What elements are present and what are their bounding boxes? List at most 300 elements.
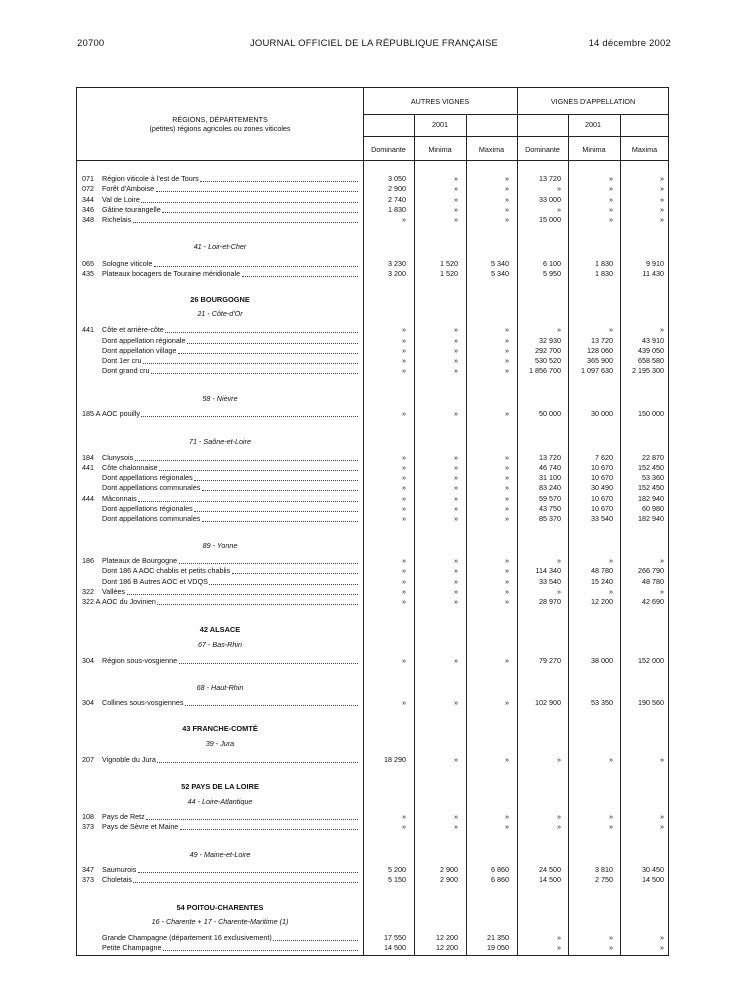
row-label: Dont 186 A AOC chablis et petits chablis xyxy=(102,566,231,575)
table-cell: » xyxy=(402,566,406,575)
table-cell: 30 490 xyxy=(591,483,613,492)
table-cell: » xyxy=(505,514,509,523)
table-cell: » xyxy=(454,184,458,193)
table-cell: » xyxy=(505,463,509,472)
section-heading: 54 POITOU-CHARENTES xyxy=(176,903,264,912)
table-cell: » xyxy=(505,336,509,345)
table-cell: » xyxy=(402,463,406,472)
table-cell: 1 520 xyxy=(440,269,458,278)
table-cell: 5 340 xyxy=(491,269,509,278)
row-label: AOC du Jovinien xyxy=(102,597,156,606)
leader-dots xyxy=(209,584,358,585)
row-label: Gâtine tourangelle xyxy=(102,205,161,214)
table-cell: 50 000 xyxy=(539,409,561,418)
table-cell: » xyxy=(402,473,406,482)
table-cell: » xyxy=(505,325,509,334)
table-cell: 2 900 xyxy=(440,865,458,874)
leader-dots xyxy=(157,762,358,763)
table-cell: » xyxy=(557,812,561,821)
header-rule xyxy=(76,160,669,161)
table-cell: 2 195 300 xyxy=(632,366,664,375)
table-cell: » xyxy=(609,933,613,942)
table-cell: » xyxy=(660,812,664,821)
leader-dots xyxy=(133,882,358,883)
table-cell: 14 500 xyxy=(642,875,664,884)
row-code: 373 xyxy=(82,875,94,884)
table-cell: 43 750 xyxy=(539,504,561,513)
table-cell: » xyxy=(402,346,406,355)
subsection-heading: 39 - Jura xyxy=(205,739,235,748)
row-label: Clunysois xyxy=(102,453,134,462)
col-header: Minima xyxy=(428,145,452,154)
table-cell: 46 740 xyxy=(539,463,561,472)
year-autres: 2001 xyxy=(432,120,448,129)
table-cell: 10 670 xyxy=(591,463,613,472)
table-cell: » xyxy=(609,556,613,565)
row-label: Richelais xyxy=(102,215,132,224)
table-cell: » xyxy=(505,656,509,665)
row-code: 065 xyxy=(82,259,94,268)
table-cell: » xyxy=(402,409,406,418)
subsection-heading: 49 - Maine-et-Loire xyxy=(189,850,251,859)
table-cell: » xyxy=(454,812,458,821)
table-row-label xyxy=(82,494,137,503)
table-cell: 150 000 xyxy=(638,409,664,418)
table-cell: » xyxy=(402,587,406,596)
leader-dots xyxy=(133,222,358,223)
table-cell: 53 360 xyxy=(642,473,664,482)
table-cell: » xyxy=(402,597,406,606)
table-cell: » xyxy=(454,514,458,523)
table-cell: 182 940 xyxy=(638,494,664,503)
row-label: Vallées xyxy=(102,587,126,596)
table-cell: 79 270 xyxy=(539,656,561,665)
table-cell: » xyxy=(454,483,458,492)
table-cell: 3 810 xyxy=(595,865,613,874)
table-row-label xyxy=(82,184,154,193)
table-cell: » xyxy=(557,822,561,831)
col-header: Maxima xyxy=(631,145,658,154)
row-label: Dont appellations régionales xyxy=(102,504,193,513)
table-row-label xyxy=(82,943,162,952)
year-appellation: 2001 xyxy=(585,120,601,129)
table-cell: 102 900 xyxy=(535,698,561,707)
table-cell: » xyxy=(557,587,561,596)
table-cell: » xyxy=(505,504,509,513)
table-cell: » xyxy=(402,356,406,365)
group-vignes-appellation: VIGNES D'APPELLATION xyxy=(550,97,636,106)
table-cell: » xyxy=(505,453,509,462)
region-column-subtitle: (petites) régions agricoles ou zones viticoles xyxy=(149,124,291,133)
section-heading: 26 BOURGOGNE xyxy=(190,295,250,304)
table-cell: » xyxy=(454,356,458,365)
table-row-label xyxy=(82,366,150,375)
table-cell: » xyxy=(505,205,509,214)
leader-dots xyxy=(273,940,358,941)
table-cell: » xyxy=(505,494,509,503)
table-cell: » xyxy=(402,698,406,707)
leader-dots xyxy=(138,501,358,502)
table-cell: » xyxy=(505,473,509,482)
page-date: 14 décembre 2002 xyxy=(588,38,671,49)
table-cell: » xyxy=(454,463,458,472)
table-cell: » xyxy=(454,346,458,355)
table-cell: » xyxy=(557,556,561,565)
leader-dots xyxy=(194,511,358,512)
table-cell: 19 050 xyxy=(487,943,509,952)
table-cell: » xyxy=(505,556,509,565)
table-cell: » xyxy=(660,215,664,224)
row-label: Vignoble du Jura xyxy=(102,755,156,764)
table-cell: » xyxy=(454,174,458,183)
table-cell: 152 450 xyxy=(638,463,664,472)
table-cell: 2 740 xyxy=(388,195,406,204)
row-label: Sologne viticole xyxy=(102,259,153,268)
table-row-label xyxy=(82,504,193,513)
col-header: Minima xyxy=(582,145,606,154)
table-cell: » xyxy=(402,494,406,503)
table-cell: » xyxy=(609,587,613,596)
table-cell: 6 860 xyxy=(491,865,509,874)
table-cell: 3 200 xyxy=(388,269,406,278)
row-code: 348 xyxy=(82,215,94,224)
table-cell: 5 340 xyxy=(491,259,509,268)
row-label: Dont appellation régionale xyxy=(102,336,186,345)
table-cell: 5 950 xyxy=(543,269,561,278)
table-cell: 48 780 xyxy=(591,566,613,575)
table-cell: 292 700 xyxy=(535,346,561,355)
leader-dots xyxy=(135,460,358,461)
table-row-label xyxy=(82,556,177,565)
table-cell: 13 720 xyxy=(591,336,613,345)
row-label: Dont appellations communales xyxy=(102,514,201,523)
row-label: Val de Loire xyxy=(102,195,140,204)
table-cell: » xyxy=(454,698,458,707)
row-label: Région viticole à l'est de Tours xyxy=(102,174,199,183)
table-cell: » xyxy=(505,577,509,586)
row-label: Dont grand cru xyxy=(102,366,150,375)
leader-dots xyxy=(163,950,358,951)
table-cell: 1 520 xyxy=(440,259,458,268)
table-cell: » xyxy=(402,556,406,565)
table-cell: 30 000 xyxy=(591,409,613,418)
table-cell: » xyxy=(454,566,458,575)
row-label: Collines sous-vosgiennes xyxy=(102,698,184,707)
table-cell: » xyxy=(660,195,664,204)
leader-dots xyxy=(232,573,358,574)
table-cell: 18 290 xyxy=(384,755,406,764)
table-cell: » xyxy=(505,597,509,606)
table-row-label xyxy=(82,514,200,523)
subsection-heading: 16 - Charente + 17 - Charente-Maritime (1) xyxy=(151,917,289,926)
section-heading: 42 ALSACE xyxy=(199,625,241,634)
table-cell: » xyxy=(454,409,458,418)
leader-dots xyxy=(138,872,358,873)
table-cell: 43 910 xyxy=(642,336,664,345)
col-header: Dominante xyxy=(371,145,406,154)
table-cell: 31 100 xyxy=(539,473,561,482)
table-cell: » xyxy=(454,597,458,606)
table-cell: 266 790 xyxy=(638,566,664,575)
table-cell: 14 500 xyxy=(384,943,406,952)
table-cell: 658 580 xyxy=(638,356,664,365)
table-row-label xyxy=(82,656,177,665)
table-cell: » xyxy=(557,325,561,334)
row-label: Choletais xyxy=(102,875,132,884)
col-header: Dominante xyxy=(525,145,560,154)
table-cell: » xyxy=(505,822,509,831)
table-cell: 10 670 xyxy=(591,473,613,482)
table-cell: » xyxy=(454,556,458,565)
table-cell: » xyxy=(505,195,509,204)
table-cell: 5 200 xyxy=(388,865,406,874)
table-cell: » xyxy=(402,453,406,462)
table-cell: » xyxy=(660,587,664,596)
table-row-label xyxy=(82,356,142,365)
table-row-label xyxy=(82,812,145,821)
leader-dots xyxy=(202,521,358,522)
table-row-label xyxy=(82,325,164,334)
table-cell: » xyxy=(402,215,406,224)
row-code: 304 xyxy=(82,656,94,665)
table-cell: 12 200 xyxy=(591,597,613,606)
table-row-label xyxy=(82,336,186,345)
subsection-heading: 58 - Nièvre xyxy=(202,394,238,403)
table-cell: » xyxy=(402,577,406,586)
table-cell: » xyxy=(660,943,664,952)
row-label: Mâconnais xyxy=(102,494,137,503)
table-cell: 2 900 xyxy=(388,184,406,193)
table-cell: » xyxy=(609,174,613,183)
subsection-heading: 67 - Bas-Rhin xyxy=(198,640,242,649)
table-cell: » xyxy=(402,514,406,523)
row-label: Dont appellations communales xyxy=(102,483,201,492)
table-cell: 190 560 xyxy=(638,698,664,707)
row-label: Forêt d'Amboise xyxy=(102,184,155,193)
table-cell: 17 550 xyxy=(384,933,406,942)
table-cell: » xyxy=(454,453,458,462)
table-cell: 30 450 xyxy=(642,865,664,874)
row-code: 207 xyxy=(82,755,94,764)
table-cell: 15 000 xyxy=(539,215,561,224)
table-row-label xyxy=(82,483,200,492)
row-code: 435 xyxy=(82,269,94,278)
table-cell: 152 000 xyxy=(638,656,664,665)
leader-dots xyxy=(179,563,358,564)
table-row-label xyxy=(82,597,156,606)
table-cell: » xyxy=(609,325,613,334)
table-cell: » xyxy=(454,577,458,586)
table-cell: 32 930 xyxy=(539,336,561,345)
table-cell: 10 670 xyxy=(591,494,613,503)
table-cell: » xyxy=(402,483,406,492)
table-cell: » xyxy=(609,755,613,764)
leader-dots xyxy=(157,604,358,605)
table-cell: 59 570 xyxy=(539,494,561,503)
table-cell: 14 500 xyxy=(539,875,561,884)
table-cell: 182 940 xyxy=(638,514,664,523)
table-cell: » xyxy=(505,587,509,596)
table-cell: » xyxy=(505,215,509,224)
table-cell: » xyxy=(454,366,458,375)
table-row-label xyxy=(82,933,272,942)
row-label: Plateaux de Bourgogne xyxy=(102,556,178,565)
table-cell: 60 980 xyxy=(642,504,664,513)
table-cell: » xyxy=(609,822,613,831)
table-cell: » xyxy=(402,336,406,345)
row-label: Pays de Retz xyxy=(102,812,145,821)
table-cell: 114 340 xyxy=(535,566,561,575)
leader-dots xyxy=(154,266,358,267)
table-cell: 2 750 xyxy=(595,875,613,884)
group-autres-vignes: AUTRES VIGNES xyxy=(410,97,470,106)
section-heading: 43 FRANCHE-COMTÉ xyxy=(182,724,258,733)
leader-dots xyxy=(151,373,358,374)
table-cell: » xyxy=(609,195,613,204)
table-cell: » xyxy=(454,205,458,214)
table-cell: » xyxy=(402,504,406,513)
table-cell: 5 150 xyxy=(388,875,406,884)
table-cell: 2 900 xyxy=(440,875,458,884)
table-cell: » xyxy=(660,755,664,764)
table-row-label xyxy=(82,587,125,596)
table-cell: 13 720 xyxy=(539,174,561,183)
row-code: 185 A xyxy=(82,409,101,418)
table-cell: 15 240 xyxy=(591,577,613,586)
table-cell: » xyxy=(454,336,458,345)
table-cell: » xyxy=(660,205,664,214)
table-cell: 11 430 xyxy=(642,269,664,278)
leader-dots xyxy=(202,490,358,491)
table-cell: 530 520 xyxy=(535,356,561,365)
table-cell: 33 540 xyxy=(591,514,613,523)
leader-dots xyxy=(143,363,358,364)
table-row-label xyxy=(82,269,240,278)
table-cell: 21 350 xyxy=(487,933,509,942)
page-number: 20700 xyxy=(77,38,105,49)
row-code: 186 xyxy=(82,556,94,565)
row-code: 344 xyxy=(82,195,94,204)
table-cell: 42 690 xyxy=(642,597,664,606)
table-cell: » xyxy=(454,587,458,596)
table-cell: » xyxy=(505,755,509,764)
row-label: Dont 1er cru xyxy=(102,356,142,365)
table-cell: 33 540 xyxy=(539,577,561,586)
table-cell: » xyxy=(454,755,458,764)
table-cell: » xyxy=(660,184,664,193)
table-cell: » xyxy=(402,812,406,821)
table-cell: 13 720 xyxy=(539,453,561,462)
table-cell: » xyxy=(402,822,406,831)
table-row-label xyxy=(82,174,199,183)
table-cell: » xyxy=(557,933,561,942)
leader-dots xyxy=(194,480,358,481)
row-label: Dont 186 B Autres AOC et VDQS xyxy=(102,577,208,586)
leader-dots xyxy=(200,181,358,182)
row-label: Région sous-vosgienne xyxy=(102,656,178,665)
table-cell: » xyxy=(505,184,509,193)
table-cell: » xyxy=(557,755,561,764)
table-row-label xyxy=(82,698,184,707)
row-code: 304 xyxy=(82,698,94,707)
table-cell: » xyxy=(660,822,664,831)
row-code: 108 xyxy=(82,812,94,821)
row-label: Plateaux bocagers de Touraine méridionale xyxy=(102,269,241,278)
journal-title: JOURNAL OFFICIEL DE LA RÉPUBLIQUE FRANÇAISE xyxy=(249,38,499,49)
row-label: Pays de Sèvre et Maine xyxy=(102,822,179,831)
table-cell: » xyxy=(505,483,509,492)
table-cell: 12 200 xyxy=(436,943,458,952)
table-row-label xyxy=(82,473,193,482)
table-cell: » xyxy=(609,184,613,193)
row-label: Côte et arrière-côte xyxy=(102,325,164,334)
row-label: Grande Champagne (département 16 exclusivement) xyxy=(102,933,272,942)
table-cell: 3 050 xyxy=(388,174,406,183)
table-row-label xyxy=(82,865,136,874)
leader-dots xyxy=(180,829,358,830)
section-heading: 52 PAYS DE LA LOIRE xyxy=(181,782,259,791)
table-cell: » xyxy=(505,409,509,418)
table-row-label xyxy=(82,463,158,472)
row-label: Dont appellation village xyxy=(102,346,177,355)
table-cell: 7 620 xyxy=(595,453,613,462)
table-cell: 48 780 xyxy=(642,577,664,586)
table-cell: » xyxy=(402,325,406,334)
table-cell: » xyxy=(609,943,613,952)
table-cell: » xyxy=(609,215,613,224)
table-row-label xyxy=(82,566,230,575)
table-cell: » xyxy=(505,698,509,707)
row-label: AOC pouilly xyxy=(102,409,140,418)
row-code: 346 xyxy=(82,205,94,214)
table-cell: » xyxy=(505,566,509,575)
row-code: 441 xyxy=(82,463,94,472)
table-cell: 365 900 xyxy=(587,356,613,365)
table-cell: 1 856 700 xyxy=(529,366,561,375)
table-cell: » xyxy=(454,656,458,665)
subsection-heading: 68 - Haut-Rhin xyxy=(196,683,244,692)
table-row-label xyxy=(82,259,152,268)
leader-dots xyxy=(187,343,358,344)
table-cell: » xyxy=(454,215,458,224)
subsection-heading: 41 - Loir-et-Cher xyxy=(193,242,247,251)
table-row-label xyxy=(82,875,132,884)
table-cell: 439 050 xyxy=(638,346,664,355)
table-cell: » xyxy=(660,933,664,942)
table-row-label xyxy=(82,195,140,204)
table-cell: 28 970 xyxy=(539,597,561,606)
table-cell: 38 000 xyxy=(591,656,613,665)
table-cell: » xyxy=(454,494,458,503)
leader-dots xyxy=(162,212,358,213)
table-cell: » xyxy=(557,943,561,952)
header-rule xyxy=(363,114,669,115)
header-rule xyxy=(363,136,669,137)
table-cell: » xyxy=(660,325,664,334)
leader-dots xyxy=(127,594,358,595)
row-code: 184 xyxy=(82,453,94,462)
table-cell: 9 910 xyxy=(646,259,664,268)
table-cell: 3 230 xyxy=(388,259,406,268)
leader-dots xyxy=(179,663,358,664)
region-column-title: RÉGIONS, DÉPARTEMENTS xyxy=(172,115,268,124)
table-cell: 1 830 xyxy=(595,269,613,278)
table-row-label xyxy=(82,346,176,355)
row-label: Petite Champagne xyxy=(102,943,162,952)
table-cell: 128 060 xyxy=(587,346,613,355)
table-cell: » xyxy=(505,346,509,355)
table-cell: » xyxy=(609,205,613,214)
